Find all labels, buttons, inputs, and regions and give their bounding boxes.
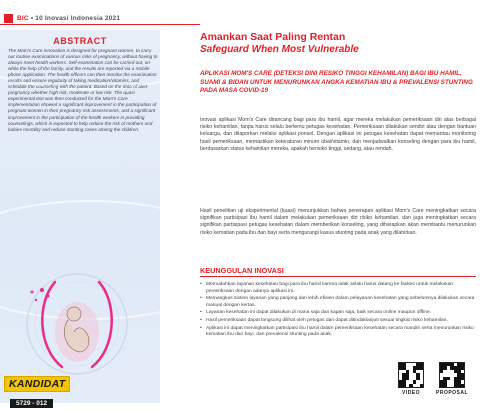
header-brand: BIC [17, 14, 29, 22]
pregnancy-emblem-icon [22, 262, 132, 392]
advantages-title: KEUNGGULAN INOVASI [200, 266, 284, 275]
qr-cell [461, 384, 464, 387]
results-paragraph: Hasil penelitian uji eksperimental (kuasi) menunjukkan bahwa penerapan aplikasi Mom's Care meningkatkan secara signifikan partisipasi ibu hamil dalam melakukan pemeriksaan diri risiko kehamilan, dan juga meningkatkan secara signifikan partisipasi petugas kesehatan dalam memberikan konseling, yang diharapkan akan membantu menurunkan risiko kematian pada ibu dan bayi serta mengurangi kasus stunting pada anak yang dilahirkan. [200, 208, 476, 236]
advantage-item: • Layanan kesehatan ini dapat dilakukan di mana saja dan kapan saja, baik secara online maupun offline. [200, 310, 476, 317]
advantage-item: • Memudahkan layanan kesehatan bagi para ibu hamil karena tidak selalu harus datang ke faskes untuk melakukan pemeriksaan dengan adanya aplikasi ini. [200, 282, 476, 295]
advantage-item: • Memangkas sistem layanan yang panjang dan lebih efisien dalam pelayanan kesehatan yang sebelumnya dilakukan secara manual dengan kertas. [200, 296, 476, 309]
abstract-panel [0, 30, 160, 403]
advantage-item: • Aplikasi ini dapat meningkatkan partisipasi ibu hamil dalam pemeriksaan kesehatan secara mandiri serta menurunkan risiko kematian ibu dan bayi, dan prevalensi stunting pada anak. [200, 326, 476, 339]
description-paragraph: Inovasi aplikasi Mom's Care dirancang bagi para ibu hamil, agar mereka melakukan pemeriksaan diri atas berbagai risiko kehamilan, tanpa harus selalu bertemu petugas kesehatan. Pemeriksaan dilakukan sendiri atau dengan bantuan keluarga, dan dilaporkan melalui aplikasi ponsel. Dengan aplikasi ini petugas kesehatan dapat memantau monitoring hasil pemeriksaan, memastikan keteraturan minum obat/vitamin, dan menjadwalkan konseling dengan para ibu hamil, berdasarkan status kehamilan mereka, apakah berisiko tinggi, sedang, atau rendah. [200, 117, 476, 152]
candidate-badge [4, 374, 74, 407]
advantages-list [200, 282, 476, 340]
page-title: Amankan Saat Paling Rentan [200, 31, 346, 43]
proposal-label: PROPOSAL [436, 390, 469, 396]
video-label: VIDEO [401, 390, 421, 396]
page-subtitle: Safeguard When Most Vulnerable [200, 44, 359, 55]
abstract-text: The Mom's Care innovation is designed for pregnant women, to carry out routine examinations of various risks of pregnancy, without having to always meet health workers. Self-examination can be carried out, on while the help of the family, and the results are reported via a mobile phone application. The health officers can then monitor the examination results and ensure regularity of taking medication/vitamins, and schedule the counseling with the patient. Based on the data of alert pregnancy whether high risk, moderate or low risk. The quasi experimental test was then conducted for the Mom's Care implementation showed a significant improvement in the participation of pregnant women in their pregnancy risk assessments, and a significant improvement in the participation of the health workers in providing counselings, which is expected to help reduce the risk of mothers and babies mortality and reduce stunting cases among the children. [8, 48, 158, 132]
candidate-code: 5729 - 012 [10, 399, 53, 408]
video-link[interactable] [398, 362, 424, 396]
advantage-item: • Hasil pemeriksaan dapat langsung dilihat oleh petugas dan dapat ditindaklanjuti sesuai tingkat risiko kehamilan. [200, 318, 476, 325]
qr-cell [420, 384, 423, 387]
advantages-rule [200, 276, 476, 277]
video-qr-icon[interactable] [398, 362, 424, 388]
proposal-link[interactable] [436, 362, 468, 396]
abstract-title: ABSTRACT [53, 36, 107, 46]
candidate-label: KANDIDAT [4, 376, 70, 392]
innovation-heading: APLIKASI MOM'S CARE (DETEKSI DINI RESIKO TINGGI KEHAMILAN) BAGI IBU HAMIL, SUAMI & BIDAN UNTUK MENURUNKAN ANGKA KEMATIAN IBU & PREVALENSI STUNTING PADA MASA COVID-19 [200, 70, 473, 95]
header-caption: • 10 Inovasi Indonesia 2021 [30, 14, 121, 22]
proposal-qr-icon[interactable] [439, 362, 465, 388]
